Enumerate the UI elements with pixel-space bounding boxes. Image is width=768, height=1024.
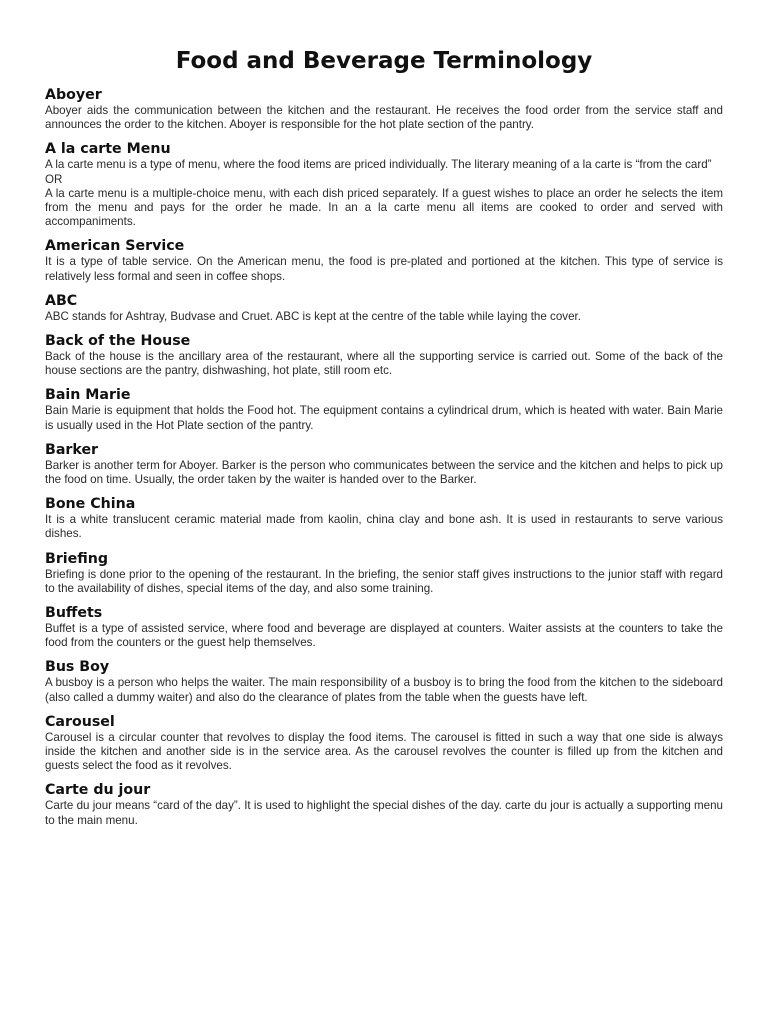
term-definition: It is a white translucent ceramic material made from kaolin, china clay and bone ash. It is used in restaurants to serve various dishes. (45, 513, 723, 541)
term-entry (45, 87, 723, 132)
term-heading: American Service (45, 238, 185, 255)
term-definition: Briefing is done prior to the opening of the restaurant. In the briefing, the senior staff gives instructions to the junior staff with regard to the availability of dishes, special items of the day, and also some training. (45, 567, 723, 595)
term-entry (45, 782, 723, 827)
term-entry (45, 387, 723, 432)
term-entry (45, 141, 723, 229)
term-definition: It is a type of table service. On the American menu, the food is pre-plated and portioned at the kitchen. This type of service is relatively less formal and seen in coffee shops. (45, 255, 723, 283)
term-definition: ABC stands for Ashtray, Budvase and Cruet. ABC is kept at the centre of the table while laying the cover. (45, 309, 581, 323)
term-heading: Briefing (45, 550, 109, 567)
term-entry (45, 496, 723, 541)
term-entry (45, 333, 723, 378)
term-definition: A busboy is a person who helps the waiter. The main responsibility of a busboy is to bring the food from the kitchen to the sideboard (also called a dummy waiter) and also do the clearance of plates from the table when the guests have left. (45, 676, 723, 704)
term-heading: Back of the House (45, 333, 191, 350)
term-list (45, 87, 723, 828)
term-definition: Back of the house is the ancillary area of the restaurant, where all the supporting service is carried out. Some of the back of the house sections are the pantry, dishwashing, hot plate, still room etc. (45, 350, 723, 378)
term-definition: Carousel is a circular counter that revolves to display the food items. The carousel is fitted in such a way that one side is always inside the kitchen and another side is in the service area. As the carousel revolves the counter is filled up from the kitchen and guests select the food as it revolves. (45, 730, 723, 773)
term-definition: A la carte menu is a type of menu, where the food items are priced individually. The literary meaning of a la carte is “from the card” OR A la carte menu is a multiple-choice menu, with each dish priced separately. If a guest wishes to place an order he selects the item from the menu and pays for the order he made. In an a la carte menu all items are cooked to order and served with accompaniments. (45, 158, 723, 229)
term-heading: Bus Boy (45, 659, 110, 676)
term-definition: Buffet is a type of assisted service, where food and beverage are displayed at counters. Waiter assists at the counters to take the food from the counters or the guest help themselves. (45, 622, 723, 650)
term-definition: Barker is another term for Aboyer. Barker is the person who communicates between the service and the kitchen and helps to pick up the food on time. Usually, the order taken by the waiter is handed over to the Barker. (45, 458, 723, 487)
term-entry (45, 551, 723, 596)
term-heading: Carousel (45, 713, 115, 730)
term-heading: A la carte Menu (45, 141, 171, 158)
term-entry (45, 605, 723, 650)
term-heading: Aboyer (45, 87, 102, 103)
term-definition: Bain Marie is equipment that holds the Food hot. The equipment contains a cylindrical drum, which is heated with water. Bain Marie is usually used in the Hot Plate section of the pantry. (45, 404, 723, 432)
term-entry (45, 714, 723, 774)
term-heading: Barker (45, 441, 99, 458)
term-heading: Bain Marie (45, 387, 131, 404)
term-entry (45, 293, 723, 324)
term-heading: Carte du jour (45, 782, 151, 799)
document-page (45, 44, 723, 837)
term-heading: Buffets (45, 605, 103, 622)
document-title: Food and Beverage Terminology (175, 48, 593, 74)
term-definition: Carte du jour means “card of the day”. It is used to highlight the special dishes of the day. carte du jour is actually a supporting menu to the main menu. (45, 799, 723, 827)
term-definition: Aboyer aids the communication between the kitchen and the restaurant. He receives the food order from the service staff and announces the order to the kitchen. Aboyer is responsible for the hot plate section of the pantry. (45, 104, 723, 132)
term-heading: Bone China (45, 496, 136, 513)
term-heading: ABC (45, 292, 78, 309)
term-entry (45, 442, 723, 487)
term-entry (45, 659, 723, 704)
term-entry (45, 238, 723, 283)
